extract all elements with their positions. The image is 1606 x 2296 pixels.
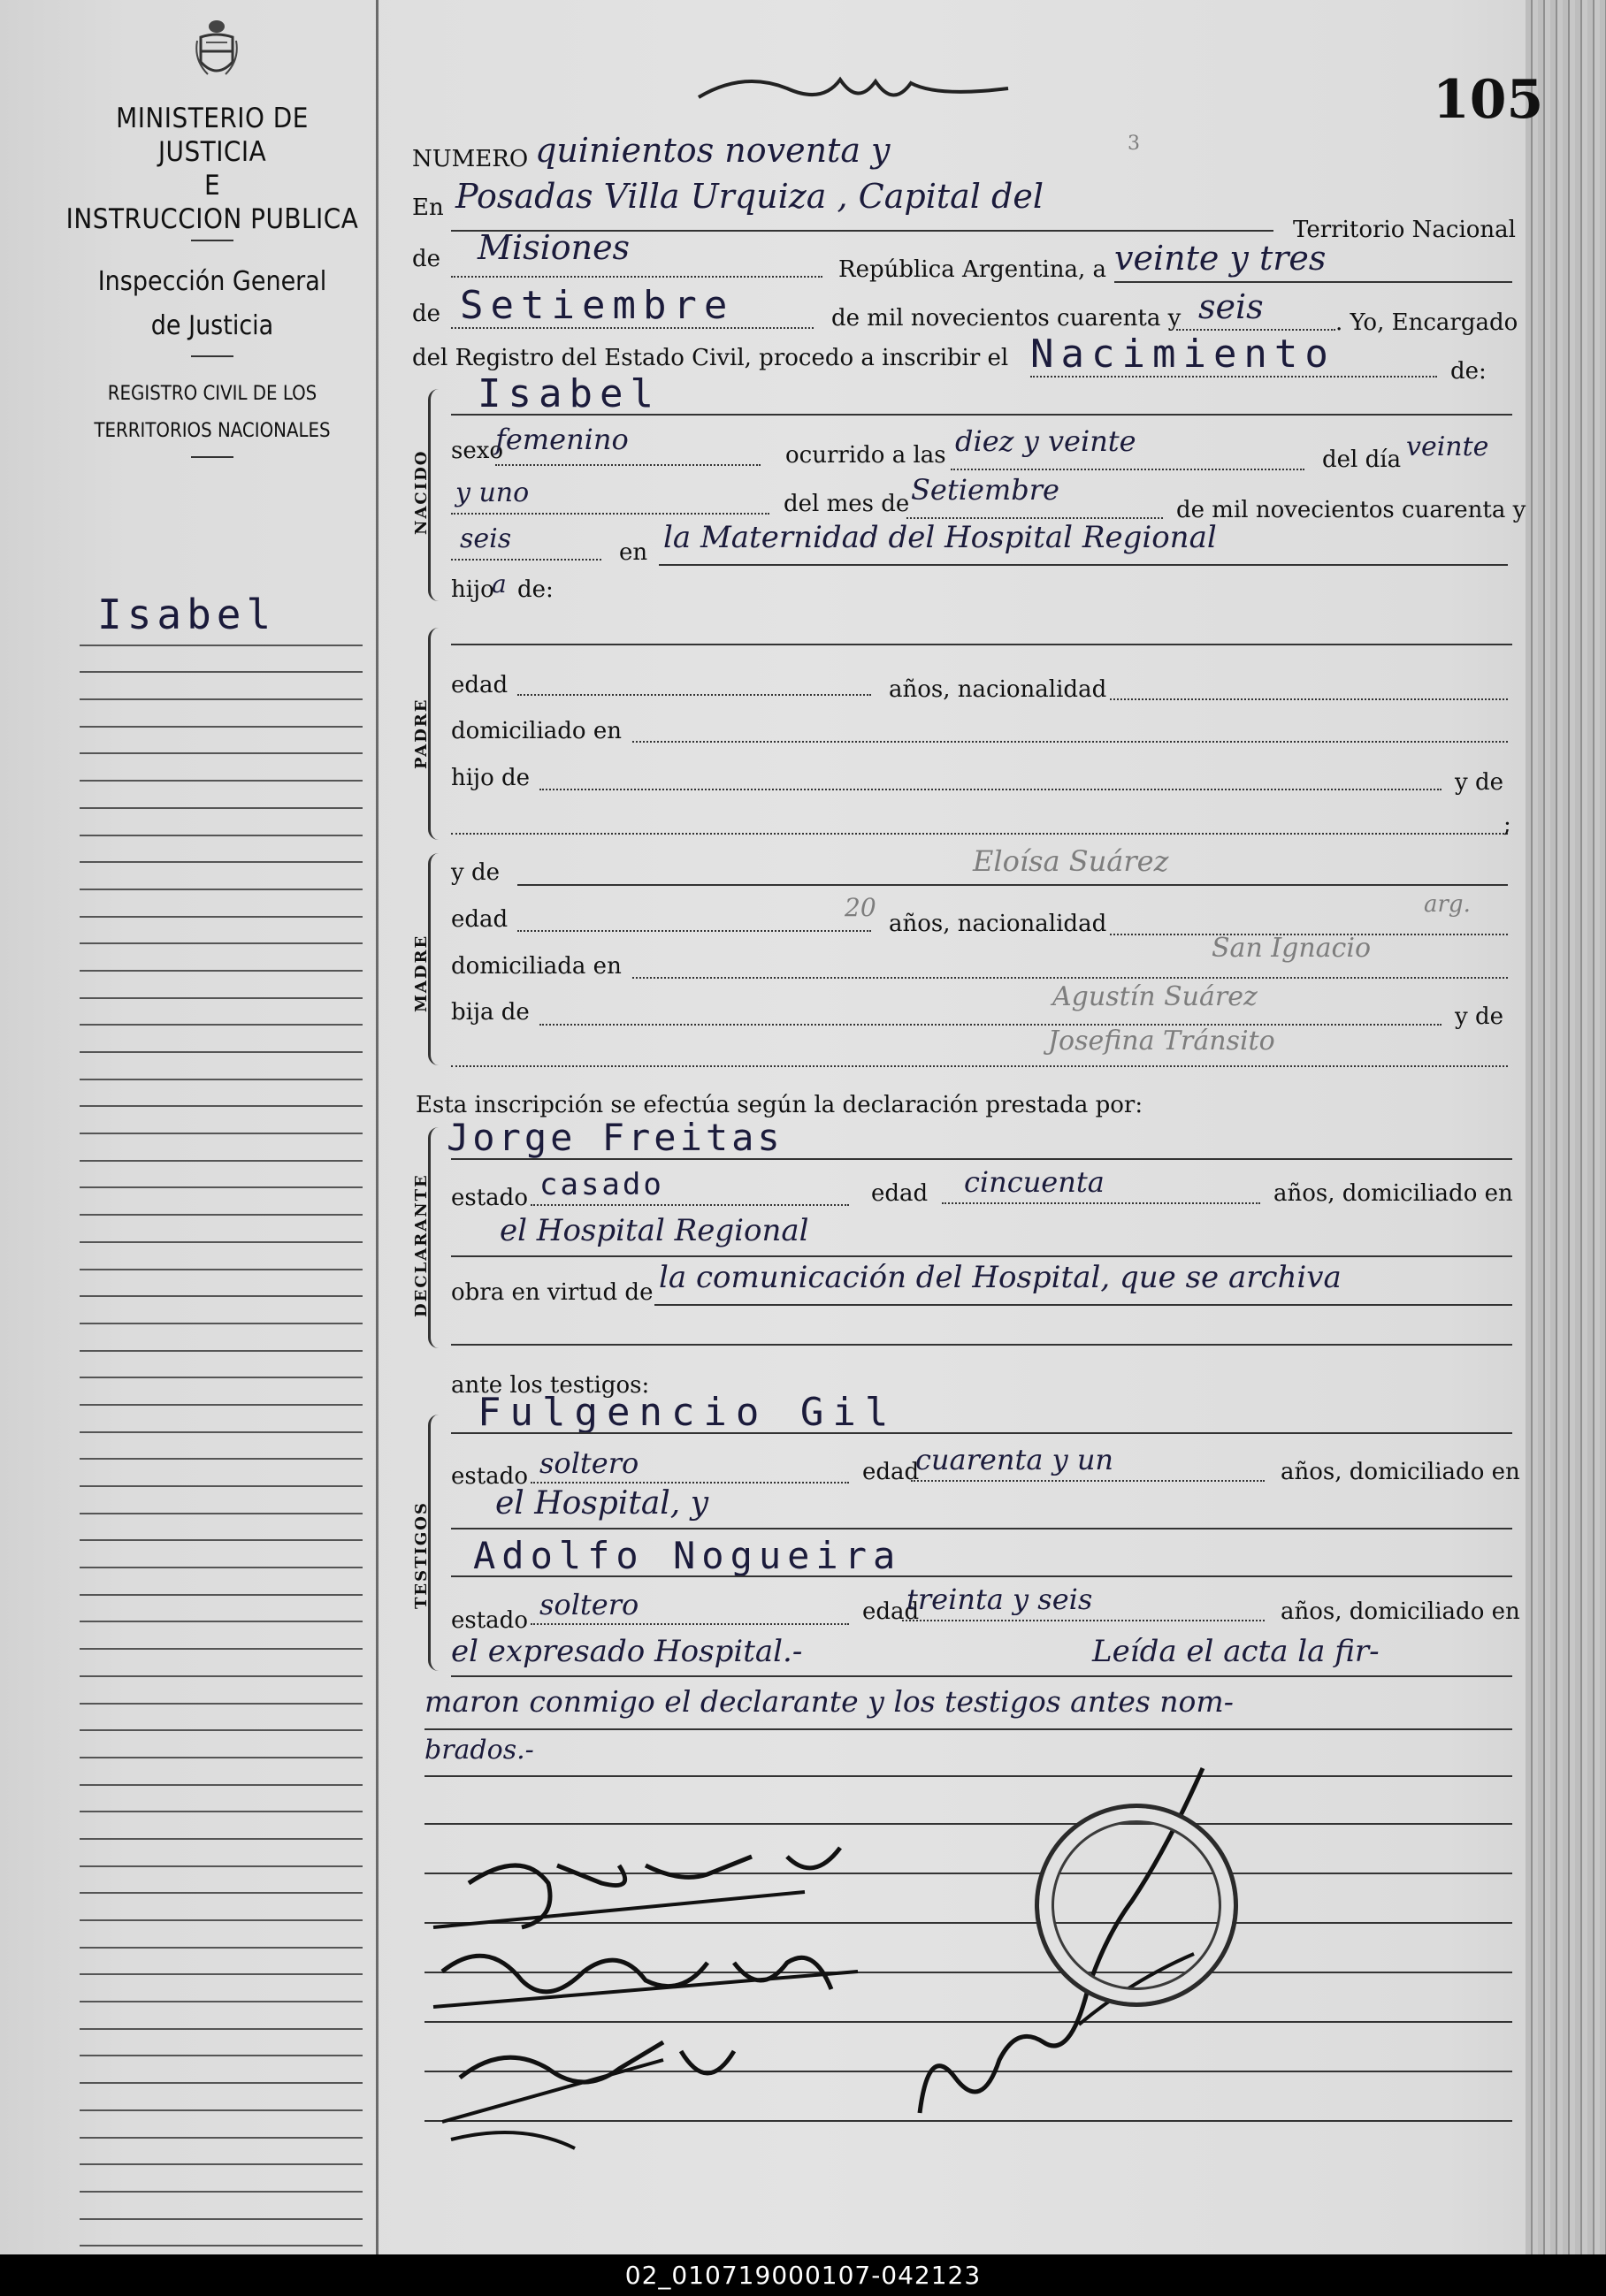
dia-nacido-value: veinte <box>1406 431 1489 462</box>
inspection-name: Inspección General de Justicia <box>62 256 363 361</box>
hijo-suffix: a <box>492 569 507 599</box>
madre-y-de: y de <box>1455 1003 1503 1030</box>
margin-line <box>80 2220 363 2247</box>
margin-line <box>80 1731 363 1758</box>
cierre-line2: brados.- <box>424 1735 534 1766</box>
margin-line <box>80 646 363 674</box>
mes-value: Setiembre <box>460 283 735 328</box>
madre-padre-value: Agustín Suárez <box>1052 981 1258 1012</box>
territorio-label: Territorio Nacional <box>1293 217 1516 243</box>
margin-line <box>80 1867 363 1895</box>
de3-label: de: <box>1450 358 1487 385</box>
margin-line <box>80 1406 363 1433</box>
padre-anios-label: años, nacionalidad <box>889 676 1107 703</box>
numero-label: NUMERO <box>412 146 529 172</box>
obra-value: la comunicación del Hospital, que se archiva <box>659 1260 1342 1295</box>
testigo2-nombre: Adolfo Nogueira <box>473 1534 902 1577</box>
page-number: 105 <box>1433 69 1544 131</box>
testigo2-edad: treinta y seis <box>906 1583 1093 1616</box>
margin-line <box>80 1840 363 1867</box>
declarante-side-label: DECLARANTE <box>412 1173 431 1317</box>
margin-line <box>80 809 363 836</box>
testigo1-domicilio: el Hospital, y <box>495 1485 709 1522</box>
testigo2-domicilio: el expresado Hospital.- <box>451 1634 803 1669</box>
margin-line <box>80 1378 363 1406</box>
testigo1-anios-label: años, domiciliado en <box>1281 1459 1520 1485</box>
margin-line <box>80 1541 363 1568</box>
en-nacido-label: en <box>619 539 648 566</box>
republica-label: República Argentina, a <box>838 256 1106 283</box>
mil-label: de mil novecientos cuarenta y <box>831 305 1182 332</box>
padre-edad-label: edad <box>451 672 509 698</box>
margin-line <box>80 863 363 890</box>
testigo1-estado: soltero <box>539 1446 639 1480</box>
book-page-edges <box>1526 0 1606 2254</box>
margin-line <box>80 2111 363 2139</box>
padre-hijo-label: hijo de <box>451 765 531 791</box>
leida-text: Leída el acta la fir- <box>1092 1634 1380 1669</box>
madre-y-de-label: y de <box>451 859 500 886</box>
margin-line <box>80 1243 363 1270</box>
margin-line <box>80 1460 363 1487</box>
margin-line <box>80 1297 363 1324</box>
padre-semicolon: ; <box>1503 812 1511 838</box>
margin-line <box>80 2165 363 2193</box>
padre-domicilio-label: domiciliado en <box>451 718 622 744</box>
margin-name: Isabel <box>97 591 277 638</box>
nacido-side-label: NACIDO <box>412 449 431 535</box>
margin-line <box>80 1894 363 1921</box>
hijo-de: de: <box>517 576 554 603</box>
territorio-value: Misiones <box>478 228 631 267</box>
margin-line <box>80 836 363 864</box>
margin-line <box>80 1568 363 1596</box>
madre-bija-label: bija de <box>451 999 530 1026</box>
registry-name: REGISTRO CIVIL DE LOS TERRITORIOS NACIONALES <box>62 373 363 461</box>
declarante-edad-label: edad <box>871 1180 929 1207</box>
image-caption: 02_010719000107-042123 <box>0 2254 1606 2296</box>
margin-ruled-lines <box>80 619 363 2246</box>
padre-side-label: PADRE <box>412 698 431 769</box>
top-signature <box>690 62 1026 124</box>
madre-edad-label: edad <box>451 906 509 933</box>
testigos-intro: ante los testigos: <box>451 1372 650 1399</box>
margin-line <box>80 1596 363 1623</box>
margin-line <box>80 1433 363 1461</box>
testigo2-edad-label: edad <box>862 1598 920 1625</box>
margin-line <box>80 2056 363 2084</box>
margin-line <box>80 728 363 755</box>
margin-line <box>80 1705 363 1732</box>
margin-line <box>80 1270 363 1298</box>
declarante-estado-label: estado <box>451 1185 528 1211</box>
coat-of-arms-icon <box>190 16 243 87</box>
madre-domicilio-value: San Ignacio <box>1212 933 1372 964</box>
declarante-edad-value: cincuenta <box>964 1165 1105 1199</box>
dia-value: veinte y tres <box>1114 239 1327 278</box>
registro-label: del Registro del Estado Civil, procedo a inscribir el <box>412 345 1009 371</box>
margin-line <box>80 918 363 945</box>
declarante-intro: Esta inscripción se efectúa según la declaración prestada por: <box>416 1092 1143 1118</box>
margin-line <box>80 782 363 809</box>
testigo1-edad-label: edad <box>862 1459 920 1485</box>
margin-line <box>80 2030 363 2057</box>
anio-value: seis <box>1198 287 1264 326</box>
testigo1-nombre: Fulgencio Gil <box>478 1390 898 1435</box>
hora-value: diez y veinte <box>955 424 1136 458</box>
margin-line <box>80 673 363 700</box>
cierre-line1: maron conmigo el declarante y los testigos antes nom- <box>424 1684 1234 1719</box>
margin-line <box>80 999 363 1026</box>
numero-value: quinientos noventa y <box>535 131 891 170</box>
madre-edad-value: 20 <box>845 893 876 922</box>
en-label: En <box>412 195 444 221</box>
margin-line <box>80 1026 363 1053</box>
del-dia-label: del día <box>1322 446 1402 473</box>
testigo2-anios-label: años, domiciliado en <box>1281 1598 1520 1625</box>
margin-line <box>80 2084 363 2111</box>
margin-line <box>80 1975 363 2002</box>
margin-line <box>80 1677 363 1705</box>
margin-line <box>80 1921 363 1949</box>
madre-nacionalidad-value: arg. <box>1424 891 1471 918</box>
yo-label: . Yo, Encargado <box>1335 309 1518 336</box>
margin-line <box>80 1622 363 1650</box>
margin-line <box>80 1080 363 1108</box>
numero-note: 3 <box>1128 133 1140 155</box>
testigo1-edad: cuarenta y un <box>915 1443 1114 1476</box>
dia-nacido-value2: y uno <box>455 477 530 508</box>
margin-line <box>80 1487 363 1514</box>
signatures <box>416 1830 911 2184</box>
nombre-value: Isabel <box>478 371 661 416</box>
anio-nacido-value: seis <box>460 523 512 554</box>
lugar-value: la Maternidad del Hospital Regional <box>663 520 1217 555</box>
margin-line <box>80 1324 363 1352</box>
declarante-estado-value: casado <box>539 1167 664 1202</box>
madre-domicilio-label: domiciliada en <box>451 953 622 980</box>
margin-line <box>80 944 363 972</box>
margin-line <box>80 1134 363 1162</box>
margin-line <box>80 2193 363 2220</box>
sexo-label: sexo <box>451 438 504 464</box>
margin-line <box>80 619 363 646</box>
madre-side-label: MADRE <box>412 934 431 1012</box>
madre-madre-value: Josefina Tránsito <box>1048 1026 1275 1056</box>
testigo1-estado-label: estado <box>451 1463 528 1490</box>
de2-label: de <box>412 301 441 327</box>
margin-line <box>80 1758 363 1786</box>
mes-label: del mes de <box>784 491 910 517</box>
margin-line <box>80 1949 363 1976</box>
margin-line <box>80 1812 363 1840</box>
margin-line <box>80 2002 363 2030</box>
margin-line <box>80 2139 363 2166</box>
hijo-label: hijo <box>451 576 494 603</box>
margin-line <box>80 890 363 918</box>
margin-divider <box>376 0 379 2254</box>
margin-line <box>80 1514 363 1542</box>
en-value: Posadas Villa Urquiza , Capital del <box>455 177 1044 216</box>
declarante-domicilio-value: el Hospital Regional <box>500 1213 809 1248</box>
sexo-value: femenino <box>495 423 629 456</box>
mes-nacido-value: Setiembre <box>911 473 1059 507</box>
margin-line <box>80 700 363 728</box>
margin-line <box>80 1162 363 1189</box>
testigo2-estado: soltero <box>539 1588 639 1621</box>
mil-nacido-label: de mil novecientos cuarenta y <box>1176 497 1526 523</box>
tipo-value: Nacimiento <box>1030 332 1335 377</box>
margin-line <box>80 1053 363 1080</box>
de-label: de <box>412 246 441 272</box>
margin-line <box>80 1650 363 1677</box>
ocurrido-label: ocurrido a las <box>785 442 946 469</box>
margin-line <box>80 1188 363 1216</box>
madre-anios-label: años, nacionalidad <box>889 911 1107 937</box>
madre-nombre-value: Eloísa Suárez <box>973 844 1169 878</box>
declarante-anios-label: años, domiciliado en <box>1273 1180 1513 1207</box>
obra-label: obra en virtud de <box>451 1279 654 1306</box>
ministry-name: MINISTERIO DE JUSTICIA E INSTRUCCION PUBLICA <box>62 102 363 245</box>
declarante-nombre-value: Jorge Freitas <box>447 1116 784 1159</box>
testigos-side-label: TESTIGOS <box>412 1501 431 1609</box>
official-seal <box>1035 1804 1238 2007</box>
margin-line <box>80 754 363 782</box>
testigo2-estado-label: estado <box>451 1607 528 1634</box>
margin-line <box>80 1107 363 1134</box>
margin-line <box>80 1216 363 1243</box>
margin-line <box>80 972 363 999</box>
margin-line <box>80 1786 363 1813</box>
margin-line <box>80 1352 363 1379</box>
padre-y-de: y de <box>1455 769 1503 796</box>
